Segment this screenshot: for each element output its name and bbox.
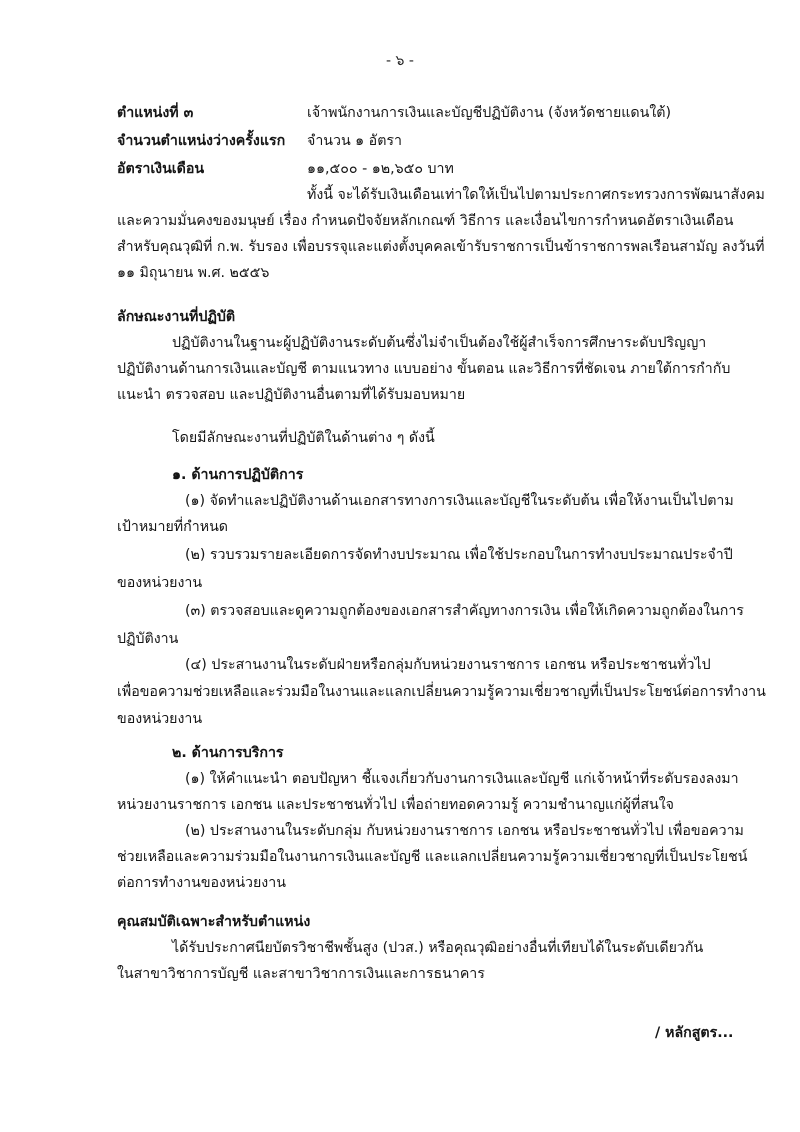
job-intro-line: ปฏิบัติงานในฐานะผู้ปฏิบัติงานระดับต้นซึ่งไม่จำเป็นต้องใช้ผู้สำเร็จการศึกษาระดับปริญญา	[172, 335, 707, 351]
salary-note-line: สำหรับคุณวุฒิที่ ก.พ. รับรอง เพื่อบรรจุและแต่งตั้งบุคคลเข้ารับราชการเป็นข้าราชการพลเรือนสามัญ ลงวันที่	[117, 239, 765, 255]
continuation-note: / หลักสูตร...	[655, 1025, 734, 1041]
qualifications-line: ได้รับประกาศนียบัตรวิชาชีพชั้นสูง (ปวส.) หรือคุณวุฒิอย่างอื่นที่เทียบได้ในระดับเดียวกัน	[172, 940, 704, 956]
section-item: (๑) จัดทำและปฏิบัติงานด้านเอกสารทางการเงินและบัญชีในระดับต้น เพื่อให้งานเป็นไปตาม	[185, 493, 734, 509]
section-item: (๒) รวบรวมรายละเอียดการจัดทำงบประมาณ เพื่อใช้ประกอบในการทำงบประมาณประจำปี	[185, 547, 733, 563]
salary-label: อัตราเงินเดือน	[117, 161, 205, 177]
vacancies-label: จำนวนตำแหน่งว่างครั้งแรก	[117, 133, 286, 149]
job-description-heading: ลักษณะงานที่ปฏิบัติ	[117, 309, 236, 325]
job-intro-line: แนะนำ ตรวจสอบ และปฏิบัติงานอื่นตามที่ได้รับมอบหมาย	[117, 387, 466, 403]
position-label: ตำแหน่งที่ ๓	[117, 105, 194, 121]
section-item: (๔) ประสานงานในระดับฝ่ายหรือกลุ่มกับหน่วยงานราชการ เอกชน หรือประชาชนทั่วไป	[185, 657, 711, 673]
section-item-cont: หน่วยงานราชการ เอกชน และประชาชนทั่วไป เพื่อถ่ายทอดความรู้ ความชำนาญแก่ผู้ที่สนใจ	[117, 797, 674, 813]
section-item-cont: ปฏิบัติงาน	[117, 631, 179, 647]
section-item: (๑) ให้คำแนะนำ ตอบปัญหา ชี้แจงเกี่ยวกับงานการเงินและบัญชี แก่เจ้าหน้าที่ระดับรองลงมา	[185, 771, 739, 787]
salary-note-line: ๑๑ มิถุนายน พ.ศ. ๒๕๕๖	[117, 265, 270, 281]
vacancies-value: จำนวน ๑ อัตรา	[307, 133, 402, 149]
section-item: (๓) ตรวจสอบและดูความถูกต้องของเอกสารสำคัญทางการเงิน เพื่อให้เกิดความถูกต้องในการ	[185, 603, 744, 619]
section-item-cont: ช่วยเหลือและความร่วมมือในงานการเงินและบัญชี และแลกเปลี่ยนความรู้ความเชี่ยวชาญที่เป็นประโยชน์	[117, 849, 748, 865]
section-item-cont: เป้าหมายที่กำหนด	[117, 519, 228, 535]
salary-note-line: และความมั่นคงของมนุษย์ เรื่อง กำหนดปัจจัยหลักเกณฑ์ วิธีการ และเงื่อนไขการกำหนดอัตราเงินเดือน	[117, 213, 734, 229]
page-number: - ๖ -	[386, 53, 414, 69]
position-value: เจ้าพนักงานการเงินและบัญชีปฏิบัติงาน (จังหวัดชายแดนใต้)	[307, 105, 671, 121]
job-lead-in: โดยมีลักษณะงานที่ปฏิบัติในด้านต่าง ๆ ดังนี้	[172, 430, 435, 446]
section-title-operations: ๑. ด้านการปฏิบัติการ	[172, 467, 304, 483]
section-item: (๒) ประสานงานในระดับกลุ่ม กับหน่วยงานราชการ เอกชน หรือประชาชนทั่วไป เพื่อขอความ	[185, 823, 744, 839]
section-item-cont: เพื่อขอความช่วยเหลือและร่วมมือในงานและแลกเปลี่ยนความรู้ความเชี่ยวชาญที่เป็นประโยชน์ต่อการทำงาน	[117, 684, 766, 700]
job-intro-line: ปฏิบัติงานด้านการเงินและบัญชี ตามแนวทาง แบบอย่าง ขั้นตอน และวิธีการที่ชัดเจน ภายใต้การกำกับ	[117, 361, 731, 377]
salary-value: ๑๑,๕๐๐ - ๑๒,๖๕๐ บาท	[307, 161, 454, 177]
section-title-services: ๒. ด้านการบริการ	[172, 745, 284, 761]
section-item-cont: ของหน่วยงาน	[117, 711, 203, 727]
qualifications-heading: คุณสมบัติเฉพาะสำหรับตำแหน่ง	[117, 914, 311, 930]
qualifications-line: ในสาขาวิชาการบัญชี และสาขาวิชาการเงินและการธนาคาร	[117, 966, 485, 982]
section-item-cont: ต่อการทำงานของหน่วยงาน	[117, 875, 286, 891]
salary-note-line: ทั้งนี้ จะได้รับเงินเดือนเท่าใดให้เป็นไปตามประกาศกระทรวงการพัฒนาสังคม	[307, 187, 765, 203]
section-item-cont: ของหน่วยงาน	[117, 575, 203, 591]
